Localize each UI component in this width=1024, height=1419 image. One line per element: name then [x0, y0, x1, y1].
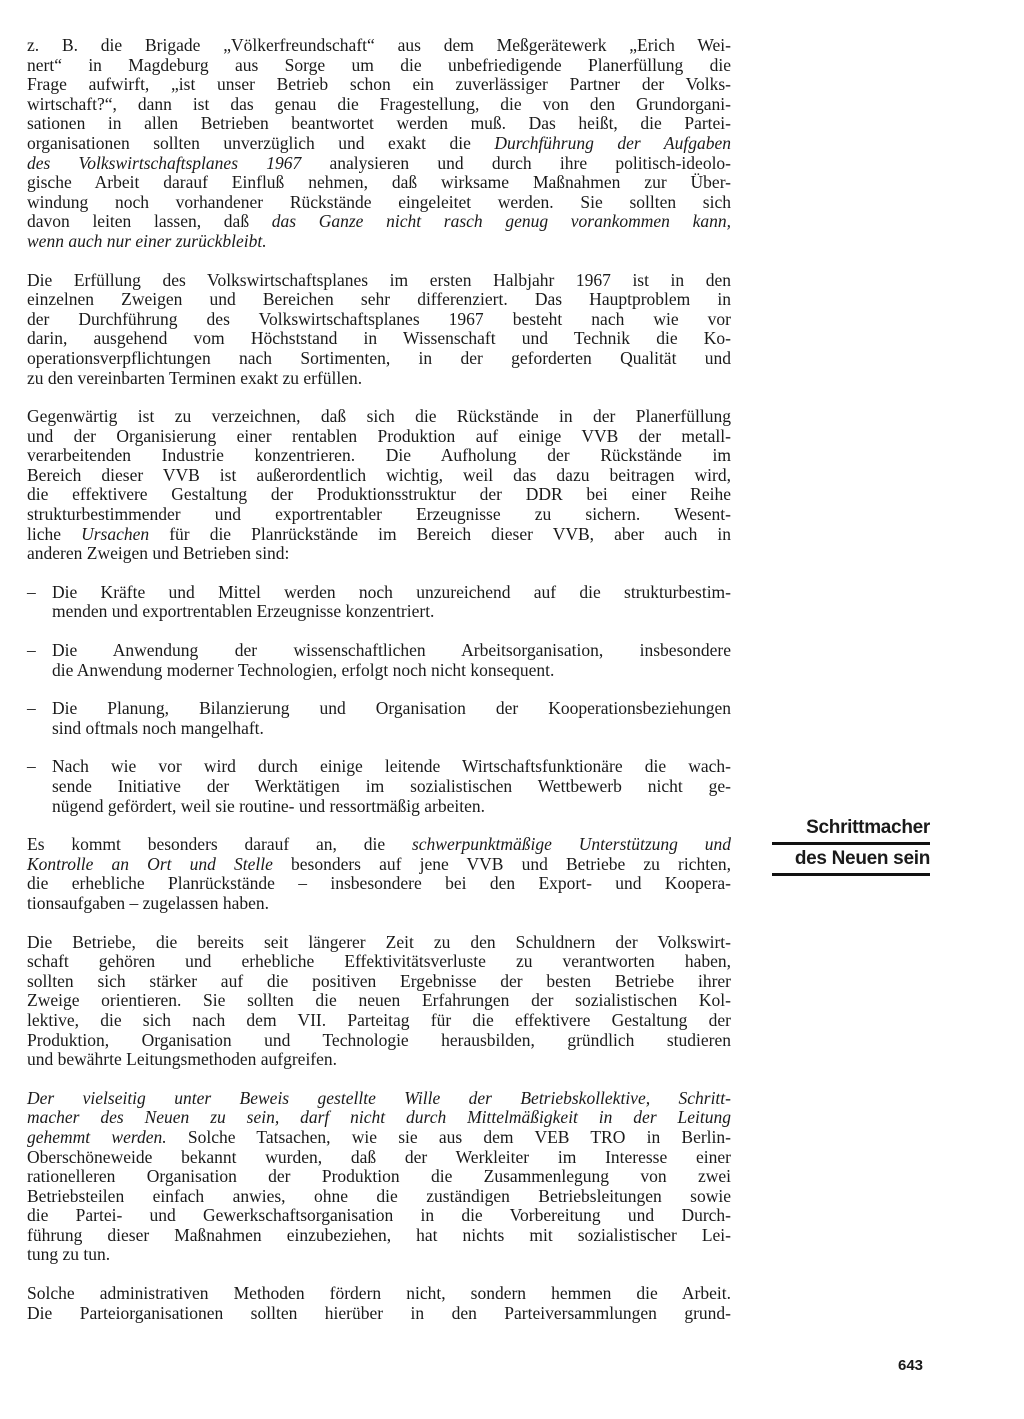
text-run: liche [27, 523, 82, 544]
text-line: anderen Zweigen und Betrieben sind: [27, 543, 290, 564]
text-line: die erhebliche Planrückstände – insbesondere bei den Export- und Koopera- [27, 873, 731, 894]
paragraph-5 [27, 933, 731, 1070]
emphasis: wenn auch nur einer zurückbleibt. [27, 230, 267, 251]
text-line [27, 154, 731, 174]
emphasis: Der vielseitig unter Beweis gestellte Wille der Betriebskollektive, Schritt- [27, 1087, 731, 1108]
text-line: Oberschöneweide bekannt wurden, daß der Werkleiter im Interesse einer [27, 1146, 731, 1167]
emphasis: Durchführung der Aufgaben [494, 132, 731, 153]
text-line [27, 212, 731, 232]
emphasis: des Volkswirtschaftsplanes 1967 [27, 152, 302, 173]
text-line: Produktion, Organisation und Technologie herausbilden, gründlich studieren [27, 1029, 731, 1050]
text-line [27, 232, 731, 252]
paragraph-1 [27, 36, 731, 252]
text-line: rationelleren Organisation der Produktion die Zusammenlegung von zwei [27, 1166, 731, 1187]
text-line: Zweige orientieren. Sie sollten die neuen Erfahrungen der sozialistischen Kol- [27, 990, 731, 1011]
text-line: Die Kräfte und Mittel werden noch unzureichend auf die strukturbestim- [52, 581, 731, 602]
text-run: besonders auf jene VVB und Betriebe zu richten, [272, 853, 731, 874]
paragraph-3 [27, 407, 731, 564]
text-run: für die Planrückstände im Bereich dieser VVB, aber auch in [149, 523, 732, 544]
paragraph-4 [27, 835, 731, 913]
text-line: der Durchführung des Volkswirtschaftsplanes 1967 besteht nach wie vor [27, 308, 731, 329]
paragraph-6 [27, 1089, 731, 1265]
text-line: Die Planung, Bilanzierung und Organisation der Kooperationsbeziehungen [52, 698, 731, 719]
text-line: die Anwendung moderner Technologien, erfolgt noch nicht konsequent. [52, 659, 555, 680]
text-line: Die Erfüllung des Volkswirtschaftsplanes im ersten Halbjahr 1967 ist in den [27, 269, 731, 290]
dash-bullet: – [27, 581, 36, 602]
list-item [27, 699, 731, 738]
text-line: einzelnen Zweigen und Bereichen sehr differenziert. Das Hauptproblem in [27, 289, 731, 310]
text-line: führung dieser Maßnahmen einzubeziehen, hat nichts mit sozialistischer Lei- [27, 1224, 731, 1245]
page-number: 643 [898, 1357, 924, 1374]
dash-bullet: – [27, 698, 36, 719]
text-run: davon leiten lassen, daß [27, 211, 272, 232]
text-line: tung zu tun. [27, 1244, 111, 1265]
main-text-column [27, 36, 731, 1342]
text-line [27, 855, 731, 875]
text-line: darin, ausgehend vom Höchststand in Wissenschaft und Technik die Ko- [27, 328, 731, 349]
paragraph-7 [27, 1284, 731, 1323]
text-line: Solche administrativen Methoden fördern nicht, sondern hemmen die Arbeit. [27, 1283, 731, 1304]
text-line [27, 835, 731, 855]
text-line: Betriebsteilen einfach anwies, ohne die zuständigen Betriebsleitungen sowie [27, 1185, 731, 1206]
text-line: menden und exportrentablen Erzeugnisse konzentriert. [52, 601, 435, 622]
text-line: operationsverpflichtungen nach Sortimenten, in der geforderten Qualität und [27, 347, 731, 368]
text-line: die Partei- und Gewerkschaftsorganisation in die Vorbereitung und Durch- [27, 1205, 731, 1226]
text-line: und der Organisierung einer rentablen Produktion auf einige VVB der metall- [27, 425, 731, 446]
text-line: zu den vereinbarten Terminen exakt zu erfüllen. [27, 367, 363, 388]
emphasis: Kontrolle an Ort und Stelle [27, 853, 273, 874]
list-item [27, 757, 731, 816]
text-line: sationen in allen Betrieben beantwortet werden muß. Das heißt, die Partei- [27, 113, 731, 134]
text-run: organisationen sollten unverzüglich und exakt die [27, 132, 495, 153]
text-line: strukturbestimmender und exportrentabler Erzeugnisse zu sichern. Wesent- [27, 504, 731, 525]
emphasis: macher des Neuen zu sein, darf nicht durch Mittelmäßigkeit in der Leitung [27, 1107, 731, 1128]
cause-list [27, 583, 731, 816]
text-line: tionsaufgaben – zugelassen haben. [27, 892, 270, 913]
text-line: gische Arbeit darauf Einfluß nehmen, daß wirksame Maßnahmen zur Über- [27, 172, 731, 193]
list-item [27, 583, 731, 622]
margin-heading-line-1: Schrittmacher [772, 817, 930, 845]
text-run: Solche Tatsachen, wie sie aus dem VEB TRO in Berlin- [166, 1126, 731, 1147]
text-line: Nach wie vor wird durch einige leitende Wirtschaftsfunktionäre die wach- [52, 756, 731, 777]
text-line [27, 1128, 731, 1148]
text-line [27, 525, 731, 545]
text-line [27, 1108, 731, 1128]
text-line: verarbeitenden Industrie konzentrieren. Die Aufholung der Rückstände im [27, 445, 731, 466]
text-line: nert“ in Magdeburg aus Sorge um die unbefriedigende Planerfüllung die [27, 54, 731, 75]
text-line: Bereich dieser VVB ist außerordentlich wichtig, weil das dazu beitragen wird, [27, 464, 731, 485]
text-line: Frage aufwirft, „ist unser Betrieb schon ein zuverlässiger Partner der Volks- [27, 74, 731, 95]
text-line: Die Betriebe, die bereits seit längerer Zeit zu den Schuldnern der Volkswirt- [27, 931, 731, 952]
emphasis: schwerpunktmäßige Unterstützung und [411, 834, 731, 855]
text-line: sollten sich stärker auf die positiven Ergebnisse der besten Betriebe ihrer [27, 970, 731, 991]
text-line: windung noch vorhandener Rückstände eingeleitet werden. Sie sollten sich [27, 191, 731, 212]
text-line: Die Anwendung der wissenschaftlichen Arbeitsorganisation, insbesondere [52, 640, 731, 661]
text-line: und bewährte Leitungsmethoden aufgreifen. [27, 1049, 338, 1070]
text-line: wirtschaft?“, dann ist das genau die Fragestellung, die von den Grundorgani- [27, 93, 731, 114]
text-line: lektive, die sich nach dem VII. Parteitag für die effektivere Gestaltung der [27, 1009, 731, 1030]
text-line: nügend gefördert, weil sie routine- und ressortmäßig arbeiten. [52, 795, 485, 816]
dash-bullet: – [27, 640, 36, 661]
dash-bullet: – [27, 756, 36, 777]
text-line: die effektivere Gestaltung der Produktionsstruktur der DDR bei einer Reihe [27, 484, 731, 505]
text-line: Die Parteiorganisationen sollten hierüber in den Parteiversammlungen grund- [27, 1302, 731, 1323]
text-run: analysieren und durch ihre politisch-ideolo- [301, 152, 732, 173]
emphasis: das Ganze nicht rasch genug vorankommen kann, [271, 211, 731, 232]
margin-heading-line-2: des Neuen sein [772, 848, 930, 876]
list-item [27, 641, 731, 680]
paragraph-2 [27, 271, 731, 389]
text-line: sende Initiative der Werktätigen im sozialistischen Wettbewerb nicht ge- [52, 776, 731, 796]
emphasis: Ursachen [81, 523, 150, 544]
text-line [27, 134, 731, 154]
text-line: z. B. die Brigade „Völkerfreundschaft“ aus dem Meßgerätewerk „Erich Wei- [27, 35, 731, 55]
emphasis: gehemmt werden. [27, 1126, 167, 1147]
text-run: Es kommt besonders darauf an, die [27, 834, 412, 855]
text-line: schaft gehören und erhebliche Effektivitätsverluste zu verantworten haben, [27, 951, 731, 972]
text-line [27, 1089, 731, 1109]
text-line: Gegenwärtig ist zu verzeichnen, daß sich die Rückstände in der Planerfüllung [27, 406, 731, 427]
text-line: sind oftmals noch mangelhaft. [52, 717, 264, 738]
